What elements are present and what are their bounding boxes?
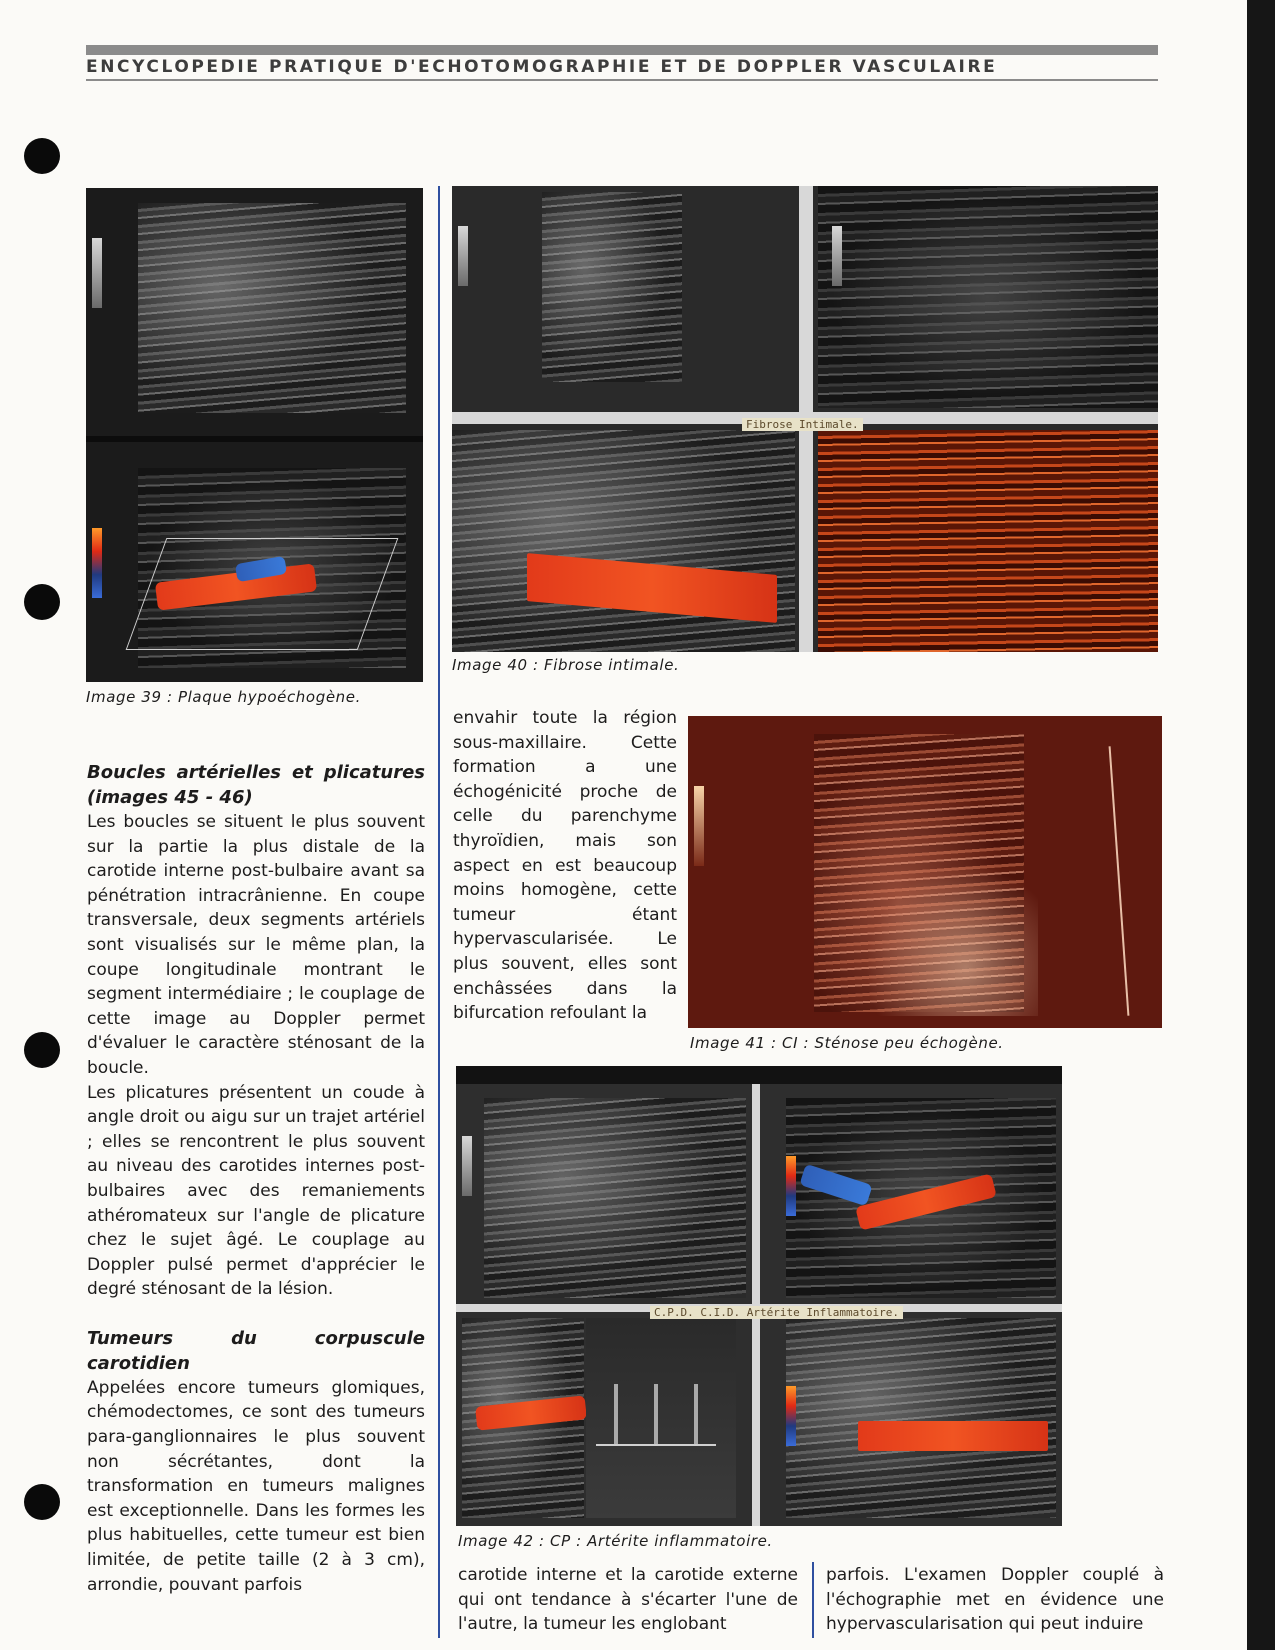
- running-header: ENCYCLOPEDIE PRATIQUE D'ECHOTOMOGRAPHIE ET DE DOPPLER VASCULAIRE: [86, 57, 998, 77]
- section-heading: Boucles artérielles et plicatures (images 45 - 46): [87, 762, 425, 808]
- ultrasound-image-42: [456, 1066, 1062, 1526]
- middle-column: [453, 706, 677, 1026]
- header-rule: [86, 45, 1158, 55]
- bottom-right-column: [826, 1563, 1164, 1637]
- caption-image-40: Image 40 : Fibrose intimale.: [452, 656, 680, 674]
- binder-hole: [24, 1032, 60, 1068]
- caption-image-41: Image 41 : CI : Sténose peu échogène.: [690, 1034, 1004, 1052]
- caption-image-39: Image 39 : Plaque hypoéchogène.: [86, 688, 361, 706]
- section-heading: Tumeurs du corpuscule carotidien: [87, 1327, 425, 1374]
- bottom-middle-column: [458, 1563, 798, 1637]
- binder-hole: [24, 584, 60, 620]
- paragraph: carotide interne et la carotide externe qui ont tendance à s'écarter l'une de l'autre, la tumeur les englobant: [458, 1565, 798, 1635]
- image-42-overlay-label: C.P.D. C.I.D. Artérite Inflammatoire.: [650, 1306, 903, 1319]
- header-rule: [86, 79, 1158, 81]
- page-edge-shadow: [1247, 0, 1275, 1650]
- ultrasound-image-39: [86, 188, 423, 682]
- paragraph: Appelées encore tumeurs glomiques, chémodectomes, ce sont des tumeurs para-ganglionnaires le plus souvent non sécrétantes, dont la transformation en tumeurs malignes est exceptionnelle. Dans les formes les plus habituelles, cette tumeur est bien limitée, de petite taille (2 à 3 cm), arrondie, pouvant parfois: [87, 1377, 425, 1595]
- left-column: [87, 760, 425, 1597]
- paragraph: parfois. L'examen Doppler couplé à l'échographie met en évidence une hypervascularisation qui peut induire: [826, 1565, 1164, 1635]
- ultrasound-image-41: [688, 716, 1162, 1028]
- column-rule: [812, 1562, 814, 1638]
- caption-image-42: Image 42 : CP : Artérite inflammatoire.: [458, 1532, 773, 1550]
- paragraph: envahir toute la région sous-maxillaire. Cette formation a une échogénicité proche de celle du parenchyme thyroïdien, mais son aspect en est beaucoup moins homogène, cette tumeur étant hypervascularisée. Le plus souvent, elles sont enchâssées dans la bifurcation refoulant la: [453, 708, 677, 1024]
- binder-hole: [24, 138, 60, 174]
- paragraph: Les boucles se situent le plus souvent sur la partie la plus distale de la carotide interne post-bulbaire avant sa pénétration intracrânienne. En coupe transversale, deux segments artériels sont visualisés sur le même plan, la coupe longitudinale montrant le segment intermédiaire ; le couplage de cette image au Doppler permet d'évaluer le caractère sténosant de la boucle.: [87, 812, 425, 1078]
- image-40-overlay-label: Fibrose Intimale.: [742, 418, 863, 431]
- column-rule: [438, 186, 440, 1638]
- paragraph: Les plicatures présentent un coude à angle droit ou aigu sur un trajet artériel ; elles se rencontrent le plus souvent au niveau des carotides internes post-bulbaires avec des remaniements athéromateux sur l'angle de plicature chez le sujet âgé. Le couplage au Doppler pulsé permet d'apprécier le degré sténosant de la lésion.: [87, 1082, 425, 1300]
- binder-hole: [24, 1484, 60, 1520]
